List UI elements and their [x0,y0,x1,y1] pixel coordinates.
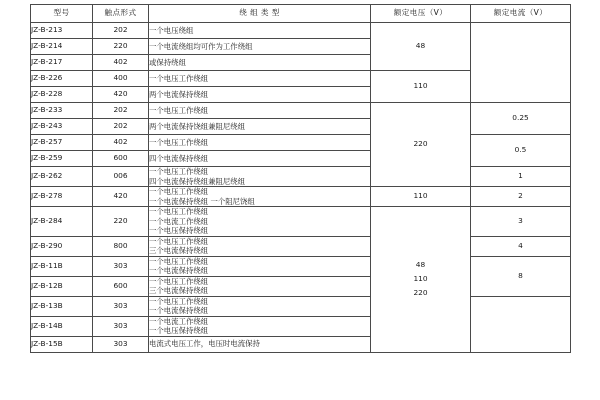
winding-line: 三个电流保持绕组 [149,286,209,295]
current-value: 0.5 [514,145,527,155]
cell-model: JZ-B-214 [31,39,93,55]
cell-contact-form: 420 [93,87,149,103]
winding-line: 一个电压工作绕组 [149,73,209,83]
cell-model: JZ-B-233 [31,103,93,119]
winding-line: 一个电压工作绕组 [149,187,209,196]
cell-contact-form: 402 [93,55,149,71]
cell-winding-type [149,135,371,151]
current-value: 0.25 [512,113,529,123]
cell-winding-type [149,316,371,336]
cell-rated-voltage [371,207,471,353]
winding-line: 两个电流保持绕组 [149,89,209,99]
cell-rated-current [471,135,571,167]
table-header-row [31,5,571,23]
cell-rated-current [471,23,571,103]
cell-model: JZ-B-259 [31,151,93,167]
cell-rated-current [471,207,571,237]
table-row [31,236,571,256]
table-row [31,296,571,316]
cell-contact-form: 420 [93,187,149,207]
winding-line: 一个电压工作绕组 [149,137,209,147]
cell-rated-voltage [371,23,471,71]
winding-line: 一个电压工作绕组 [149,296,209,306]
cell-contact-form: 303 [93,256,149,276]
relay-spec-table [30,4,571,353]
voltage-value: 220 [413,288,428,298]
cell-contact-form: 800 [93,236,149,256]
cell-model: JZ-B-13B [31,296,93,316]
winding-line: 四个电流保持绕组兼阻尼绕组 [149,176,246,186]
current-value: 2 [518,191,523,201]
winding-line: 一个电压保持绕组 [149,226,209,235]
cell-contact-form: 006 [93,167,149,187]
cell-contact-form: 402 [93,135,149,151]
cell-contact-form: 202 [93,23,149,39]
winding-line: 一个电压工作绕组 [149,256,209,266]
cell-rated-voltage [371,187,471,207]
table-row [31,135,571,151]
winding-line: 一个电流绕组均可作为工作绕组 [149,41,253,51]
winding-line: 一个电压工作绕组 [149,276,209,286]
winding-line: 一个电流保持绕组 [149,266,209,275]
table-row [31,167,571,187]
table-row [31,187,571,207]
current-value: 8 [518,270,523,280]
cell-winding-type [149,87,371,103]
voltage-value: 220 [413,139,428,149]
cell-model: JZ-B-257 [31,135,93,151]
winding-line: 一个电压工作绕组 [149,236,209,246]
winding-line: 电流式电压工作，电压时电流保持 [149,339,260,349]
cell-model: JZ-B-11B [31,256,93,276]
cell-model: JZ-B-213 [31,23,93,39]
cell-model: JZ-B-290 [31,236,93,256]
cell-contact-form: 220 [93,39,149,55]
voltage-value: 110 [413,81,428,91]
cell-model: JZ-B-15B [31,336,93,352]
cell-model: JZ-B-217 [31,55,93,71]
cell-rated-current [471,167,571,187]
winding-line: 或保持绕组 [149,57,186,67]
winding-line: 一个电压工作绕组 [149,207,209,216]
voltage-value: 110 [413,274,428,284]
cell-model: JZ-B-12B [31,276,93,296]
cell-model: JZ-B-284 [31,207,93,237]
column-header-model: 型号 [31,5,93,23]
cell-rated-current [471,296,571,352]
winding-line: 一个电压保持绕组 [149,326,209,335]
cell-winding-type [149,296,371,316]
cell-winding-type [149,207,371,237]
winding-line: 一个电流保持绕组 [149,306,209,315]
winding-line: 四个电流保持绕组 [149,153,209,163]
cell-contact-form: 400 [93,71,149,87]
column-header-rated-voltage: 额定电压（V） [371,5,471,23]
winding-line: 一个电压工作绕组 [149,167,209,176]
cell-winding-type [149,103,371,119]
cell-winding-type [149,55,371,71]
column-header-contact-form: 触点形式 [93,5,149,23]
cell-model: JZ-B-278 [31,187,93,207]
cell-model: JZ-B-243 [31,119,93,135]
table-body [31,23,571,353]
cell-winding-type [149,71,371,87]
table-row [31,103,571,119]
cell-winding-type [149,236,371,256]
cell-winding-type [149,187,371,207]
cell-winding-type [149,336,371,352]
winding-line: 一个电流工作绕组 [149,216,209,226]
cell-rated-current [471,187,571,207]
cell-winding-type [149,23,371,39]
cell-contact-form: 202 [93,119,149,135]
cell-contact-form: 303 [93,296,149,316]
cell-rated-current [471,236,571,256]
cell-winding-type [149,167,371,187]
cell-winding-type [149,276,371,296]
table-row [31,256,571,276]
winding-line: 一个电压绕组 [149,25,194,35]
cell-contact-form: 202 [93,103,149,119]
cell-winding-type [149,119,371,135]
voltage-value: 48 [415,260,426,270]
current-value: 1 [518,171,523,181]
column-header-winding-type: 绕 组 类 型 [149,5,371,23]
cell-model: JZ-B-14B [31,316,93,336]
cell-winding-type [149,151,371,167]
current-value: 3 [518,216,523,226]
winding-line: 一个电压工作绕组 [149,105,209,115]
cell-model: JZ-B-226 [31,71,93,87]
winding-line: 一个电流工作绕组 [149,316,209,326]
winding-line: 两个电流保持饶组兼阻尼绕组 [149,121,246,131]
cell-model: JZ-B-262 [31,167,93,187]
cell-winding-type [149,256,371,276]
cell-winding-type [149,39,371,55]
cell-rated-voltage [371,103,471,187]
current-value: 4 [518,240,523,250]
winding-line: 一个电流保持绕组 一个阻尼饶组 [149,196,255,206]
voltage-value: 110 [413,191,428,201]
cell-rated-current [471,103,571,135]
table-row [31,23,571,39]
cell-contact-form: 303 [93,336,149,352]
cell-rated-voltage [371,71,471,103]
column-header-rated-current: 额定电流（V） [471,5,571,23]
cell-contact-form: 220 [93,207,149,237]
winding-line: 三个电流保持绕组 [149,246,209,255]
voltage-value: 48 [415,41,426,51]
cell-rated-current [471,256,571,296]
cell-contact-form: 600 [93,276,149,296]
cell-model: JZ-B-228 [31,87,93,103]
table-row [31,207,571,237]
cell-contact-form: 600 [93,151,149,167]
cell-contact-form: 303 [93,316,149,336]
